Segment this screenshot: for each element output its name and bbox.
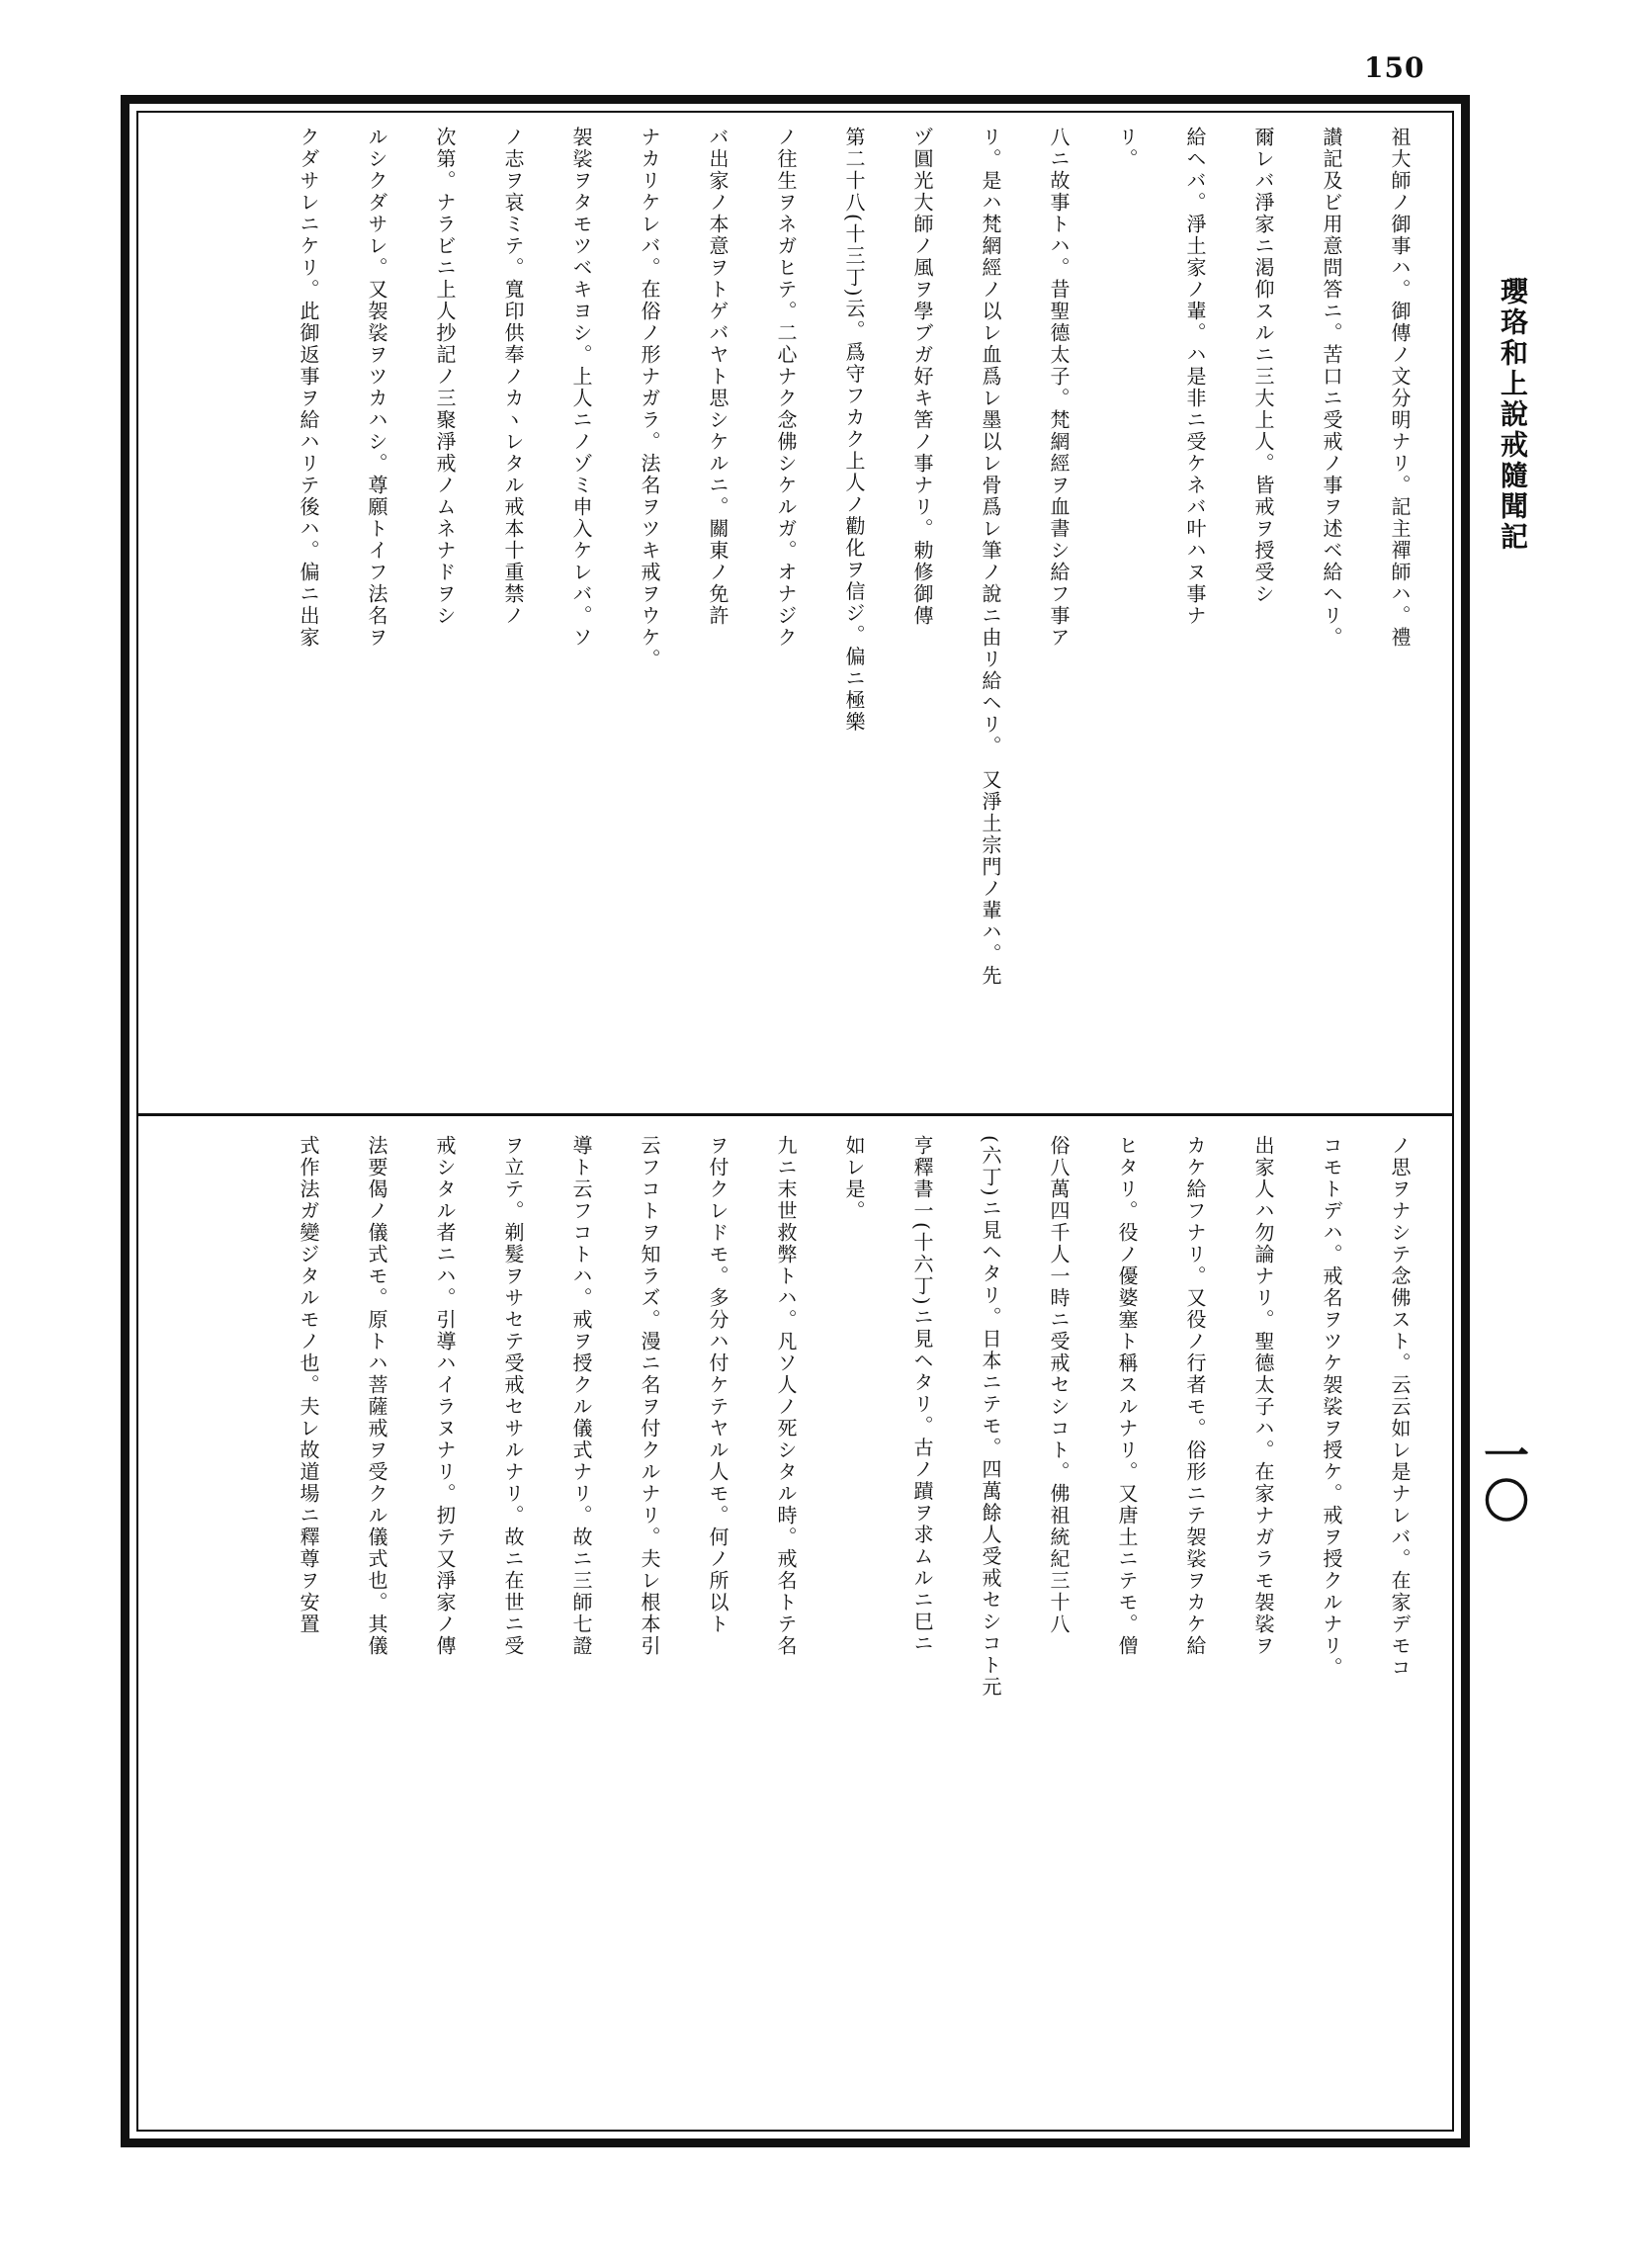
text-line: ヲ立テ。剃髮ヲサセテ受戒セサルナリ。故ニ在世ニ受 [501, 1135, 525, 1657]
text-line: コモトデハ。戒名ヲツケ袈裟ヲ授ケ。戒ヲ授クルナリ。 [1320, 1135, 1343, 1679]
text-line: バ出家ノ本意ヲトゲバヤト思シケルニ。關東ノ免許 [706, 127, 729, 627]
text-line: (六丁)ニ見ヘタリ。日本ニテモ。四萬餘人受戒セシコト元 [979, 1135, 1002, 1699]
text-line: 亨釋書一(十六丁)ニ見ヘタリ。古ノ蹟ヲ求ムルニ巳ニ [910, 1135, 934, 1655]
running-head: 瓔珞和上說戒隨聞記 [1497, 277, 1529, 553]
text-line: 導ト云フコトハ。戒ヲ授クル儀式ナリ。故ニ三師七證 [569, 1135, 593, 1657]
text-line: 戒シタル者ニハ。引導ハイラヌナリ。扨テ又淨家ノ傳 [433, 1135, 457, 1657]
text-line: 袈裟ヲタモツベキヨシ。上人ニノゾミ申入ケレバ。ソ [569, 127, 593, 649]
text-line: 法要偈ノ儀式モ。原トハ菩薩戒ヲ受クル儀式也。其儀 [365, 1135, 388, 1657]
text-line: リ。是ハ梵網經ノ以レ血爲レ墨以レ骨爲レ筆ノ說ニ由リ給ヘリ。 又淨土宗門ノ輩ハ。先 [979, 127, 1002, 987]
text-line: 式作法ガ變ジタルモノ也。夫レ故道場ニ釋尊ヲ安置 [297, 1135, 320, 1635]
text-line: 云フコトヲ知ラズ。漫ニ名ヲ付クルナリ。夫レ根本引 [638, 1135, 661, 1657]
text-line: 祖大師ノ御事ハ。御傳ノ文分明ナリ。記主禪師ハ。禮 [1388, 127, 1412, 649]
text-line: 八ニ故事トハ。昔聖德太子。梵網經ヲ血書シ給フ事ア [1047, 127, 1071, 649]
text-line: 九ニ末世救弊トハ。凡ソ人ノ死シタル時。戒名トテ名 [774, 1135, 798, 1657]
folio: 一〇 [1477, 1432, 1530, 1523]
text-line: リ。 [1115, 127, 1139, 170]
text-line: 俗八萬四千人一時ニ受戒セシコト。佛祖統紀三十八 [1047, 1135, 1071, 1635]
text-line: 給ヘバ。淨土家ノ輩。ハ是非ニ受ケネバ叶ハヌ事ナ [1183, 127, 1207, 627]
text-line: ヒタリ。役ノ優婆塞ト稱スルナリ。又唐土ニテモ。僧 [1115, 1135, 1139, 1657]
text-line: 出家人ハ勿論ナリ。聖德太子ハ。在家ナガラモ袈裟ヲ [1251, 1135, 1275, 1657]
text-line: ヲ付クレドモ。多分ハ付ケテヤル人モ。何ノ所以ト [706, 1135, 729, 1635]
text-line: カケ給フナリ。又役ノ行者モ。俗形ニテ袈裟ヲカケ給 [1183, 1135, 1207, 1657]
text-line: 如レ是。 [842, 1135, 866, 1222]
page-number: 150 [1364, 51, 1425, 84]
text-line: 讃記及ビ用意問答ニ。苦口ニ受戒ノ事ヲ述ベ給ヘリ。 [1320, 127, 1343, 649]
text-line: 爾レバ淨家ニ渇仰スルニ三大上人。皆戒ヲ授受シ [1251, 127, 1275, 605]
text-line: ルシクダサレ。又袈裟ヲツカハシ。尊願トイフ法名ヲ [365, 127, 388, 649]
section-divider [138, 1113, 1452, 1116]
text-line: ナカリケレバ。在俗ノ形ナガラ。法名ヲツキ戒ヲウケ。 [638, 127, 661, 670]
text-line: ノ志ヲ哀ミテ。寬印供奉ノカヽレタル戒本十重禁ノ [501, 127, 525, 627]
text-line: 第二十八(十三丁)云。爲守フカク上人ノ勸化ヲ信ジ。偏ニ極樂 [842, 127, 866, 734]
text-block-bottom [158, 1135, 1433, 2114]
text-line: クダサレニケリ。此御返事ヲ給ハリテ後ハ。偏ニ出家 [297, 127, 320, 649]
text-line: ヅ圓光大師ノ風ヲ學ブガ好キ筈ノ事ナリ。勅修御傳 [910, 127, 934, 627]
text-line: ノ往生ヲネガヒテ。二心ナク念佛シケルガ。オナジク [774, 127, 798, 649]
text-line: 次第。ナラビニ上人抄記ノ三聚淨戒ノムネナドヲシ [433, 127, 457, 627]
text-block-top [158, 127, 1433, 1105]
text-line: ノ思ヲナシテ念佛スト。云云如レ是ナレバ。在家デモコ [1388, 1135, 1412, 1679]
